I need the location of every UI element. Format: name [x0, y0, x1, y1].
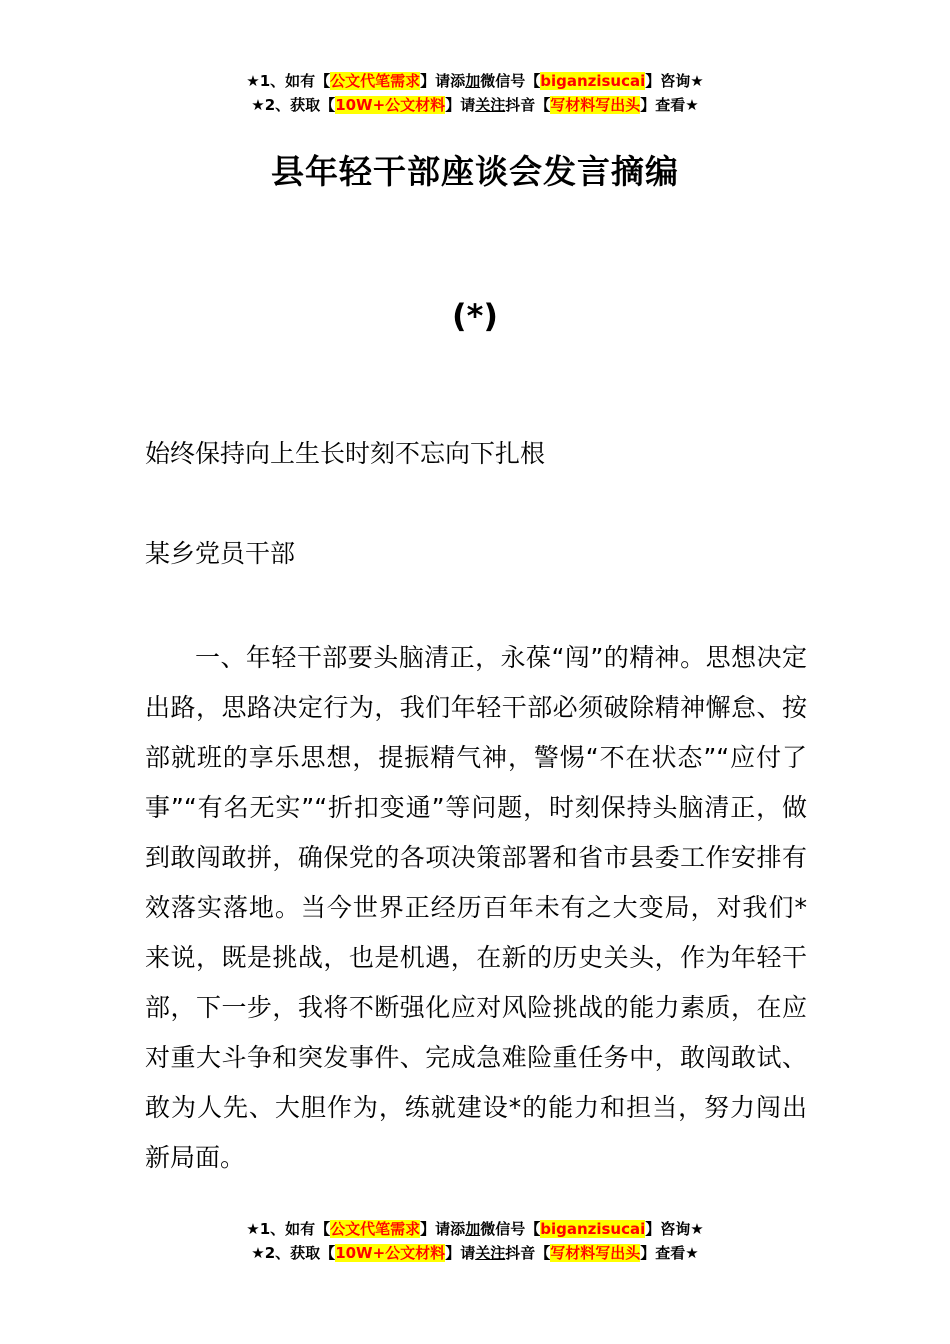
footer-banner	[0, 1217, 950, 1265]
banner-text: 微信号【	[480, 1220, 541, 1238]
highlight-douyin-account: 写材料写出头	[550, 1244, 641, 1262]
speech-subtitle: 始终保持向上生长时刻不忘向下扎根	[145, 439, 546, 468]
body-paragraph: 一、年轻干部要头脑清正，永葆“闯”的精神。思想决定出路，思路决定行为，我们年轻干部必须破除精神懈怠、按部就班的享乐思想，提振精气神，警惕“不在状态”“应付了事”“有名无实”“折扣变通”等问题，时刻保持头脑清正，做到敢闯敢拼，确保党的各项决策部署和省市县委工作安排有效落实落地。当今世界正经历百年未有之大变局，对我们*来说，既是挑战，也是机遇，在新的历史关头，作为年轻干部，下一步，我将不断强化应对风险挑战的能力素质，在应对重大斗争和突发事件、完成急难险重任务中，敢闯敢试、敢为人先、大胆作为，练就建设*的能力和担当，努力闯出新局面。	[145, 643, 807, 1172]
highlight-materials: 10W+公文材料	[335, 1244, 446, 1262]
banner-text: 】查看★	[640, 96, 699, 114]
banner-emphasis: 关注	[475, 96, 506, 114]
banner-line-2	[0, 93, 950, 117]
banner-emphasis: 关注	[475, 1244, 506, 1262]
highlight-service: 公文代笔需求	[330, 72, 421, 90]
document-title: 县年轻干部座谈会发言摘编	[271, 152, 679, 191]
banner-text: 】咨询★	[645, 72, 704, 90]
banner-text: 】请	[445, 1244, 476, 1262]
speaker-name: 某乡党员干部	[145, 539, 296, 568]
highlight-wechat-id: biganzisucai	[540, 72, 646, 90]
banner-line-2	[0, 1241, 950, 1265]
banner-text: ★2、获取【	[251, 1244, 336, 1262]
banner-text: 】请添	[420, 1220, 466, 1238]
banner-text: ★2、获取【	[251, 96, 336, 114]
banner-text: 】请	[445, 96, 476, 114]
highlight-wechat-id: biganzisucai	[540, 1220, 646, 1238]
header-banner	[0, 69, 950, 117]
highlight-service: 公文代笔需求	[330, 1220, 421, 1238]
banner-text: 微信号【	[480, 72, 541, 90]
banner-text: 】请添	[420, 72, 466, 90]
banner-line-1	[0, 1217, 950, 1241]
banner-text: 】查看★	[640, 1244, 699, 1262]
highlight-materials: 10W+公文材料	[335, 96, 446, 114]
highlight-douyin-account: 写材料写出头	[550, 96, 641, 114]
banner-text: 】咨询★	[645, 1220, 704, 1238]
banner-text: ★1、如有【	[246, 72, 331, 90]
section-marker: (*)	[452, 297, 498, 335]
banner-text: 抖音【	[505, 1244, 551, 1262]
banner-emphasis: 加	[465, 1220, 481, 1238]
banner-emphasis: 加	[465, 72, 481, 90]
banner-text: ★1、如有【	[246, 1220, 331, 1238]
banner-line-1	[0, 69, 950, 93]
banner-text: 抖音【	[505, 96, 551, 114]
